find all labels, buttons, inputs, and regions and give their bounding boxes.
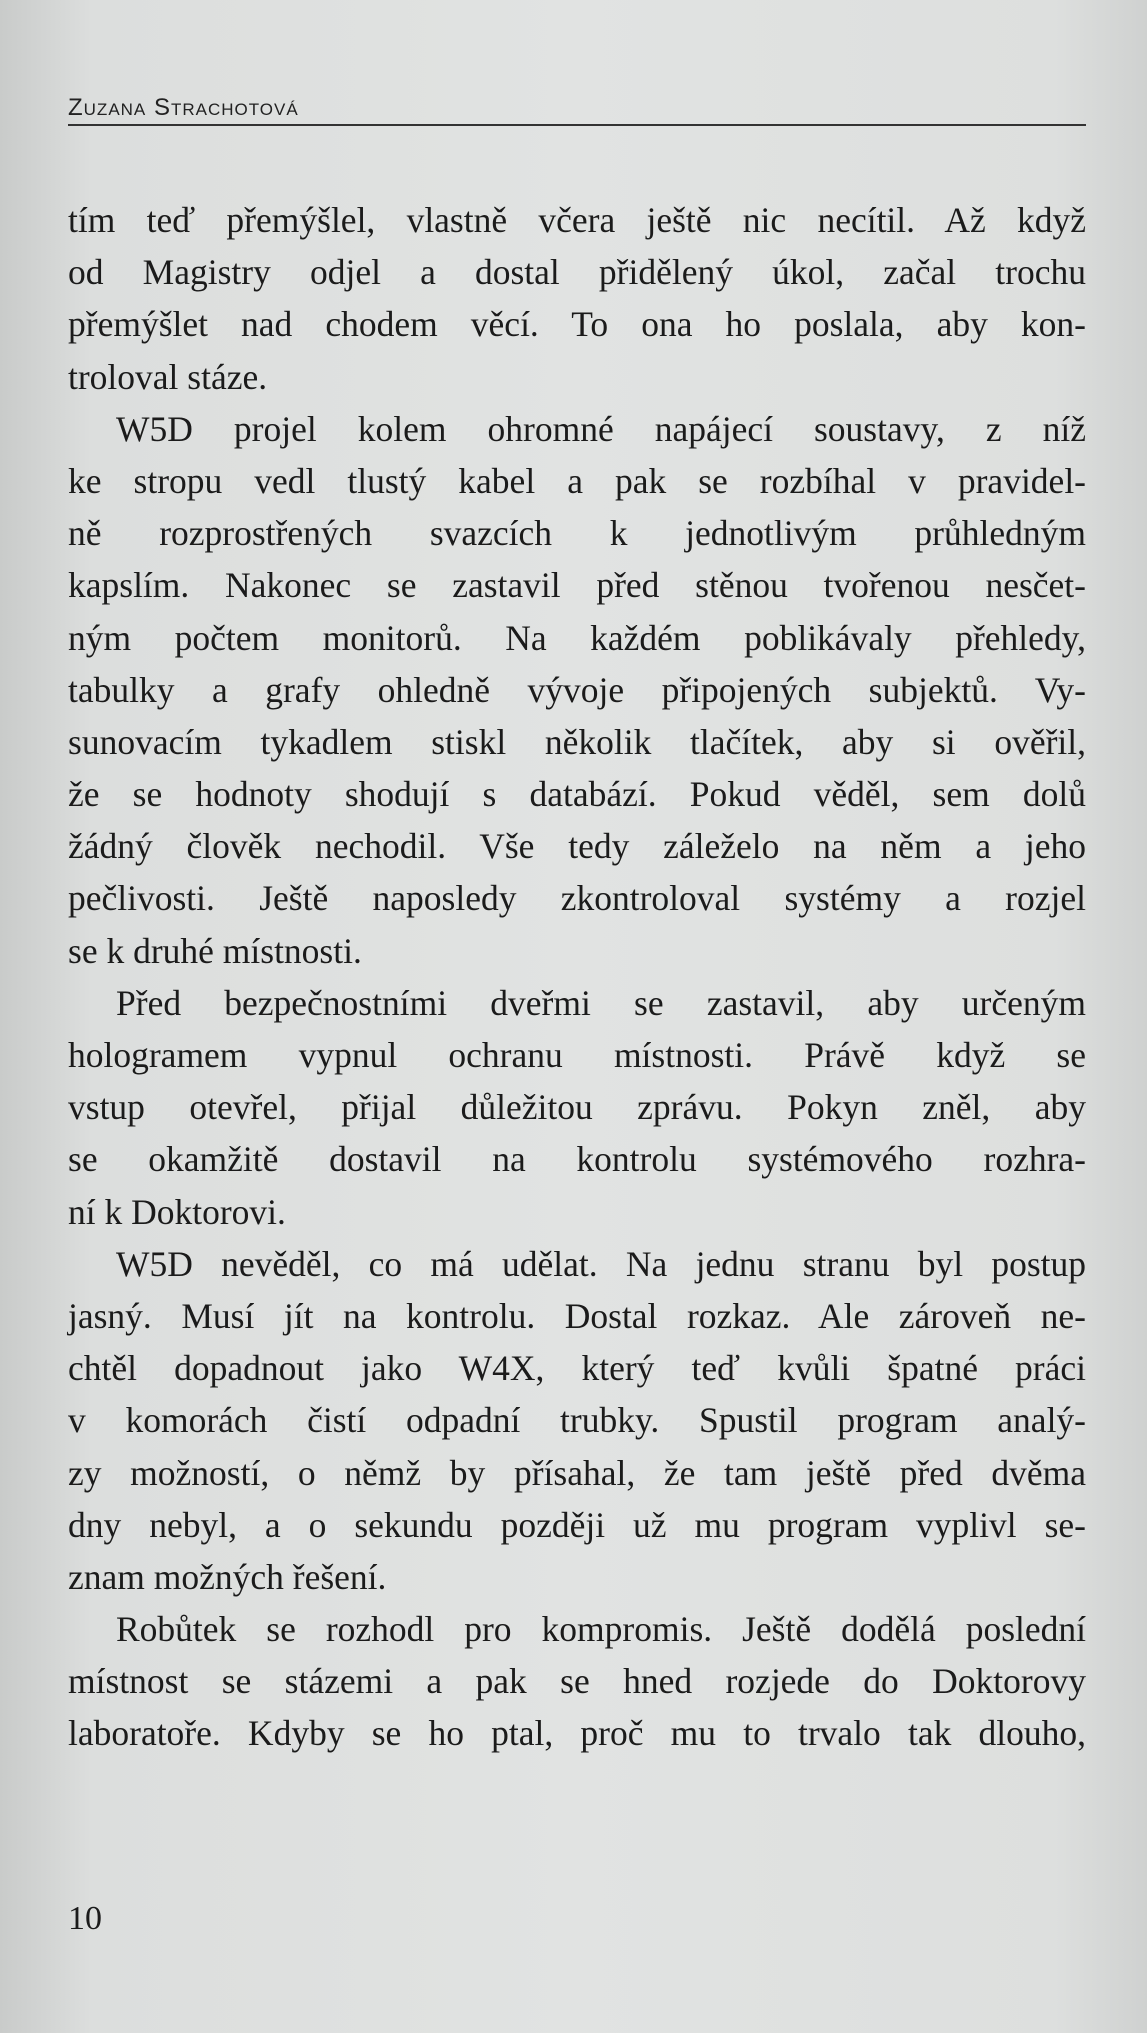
text-line: ní k Doktorovi. [68,1191,286,1232]
text-line: místnost se stázemi a pak se hned rozjede do Doktorovy [68,1661,1086,1702]
text-line: dny nebyl, a o sekundu později už mu program vyplivl se- [68,1504,1086,1545]
text-line: přemýšlet nad chodem věcí. To ona ho poslala, aby kon- [68,304,1086,345]
author-name: Zuzana Strachotová [68,94,299,121]
text-line: zy možností, o němž by přísahal, že tam ještě před dvěma [68,1452,1086,1493]
text-line: znam možných řešení. [68,1556,387,1597]
text-line: chtěl dopadnout jako W4X, který teď kvůli špatné práci [68,1348,1086,1389]
text-line: tím teď přemýšlel, vlastně včera ještě nic necítil. Až když [68,200,1086,240]
text-line: kapslím. Nakonec se zastavil před stěnou tvořenou nesčet- [68,565,1086,606]
running-head [68,94,1086,126]
text-line: ným počtem monitorů. Na každém poblikávaly přehledy, [68,617,1086,658]
text-line: tabulky a grafy ohledně vývoje připojených subjektů. Vy- [68,669,1086,710]
text-line: Robůtek se rozhodl pro kompromis. Ještě dodělá poslední [116,1609,1086,1650]
text-line: W5D projel kolem ohromné napájecí soustavy, z níž [116,408,1086,449]
text-line: se k druhé místnosti. [68,930,362,971]
text-line: troloval stáze. [68,356,268,397]
text-line: ně rozprostřených svazcích k jednotlivým průhledným [68,513,1086,554]
text-line: žádný člověk nechodil. Vše tedy záleželo na něm a jeho [68,826,1086,867]
text-line: sunovacím tykadlem stiskl několik tlačítek, aby si ověřil, [68,721,1086,762]
body-text [68,194,1086,1760]
text-line: W5D nevěděl, co má udělat. Na jednu stranu byl postup [116,1243,1086,1284]
page-number: 10 [68,1900,102,1937]
text-line: vstup otevřel, přijal důležitou zprávu. Pokyn zněl, aby [68,1087,1086,1128]
text-line: laboratoře. Kdyby se ho ptal, proč mu to trvalo tak dlouho, [68,1713,1086,1754]
text-line: jasný. Musí jít na kontrolu. Dostal rozkaz. Ale zároveň ne- [68,1295,1086,1336]
text-line: Před bezpečnostními dveřmi se zastavil, aby určeným [116,982,1086,1023]
text-line: že se hodnoty shodují s databází. Pokud věděl, sem dolů [68,774,1086,815]
text-line: ke stropu vedl tlustý kabel a pak se rozbíhal v pravidel- [68,460,1086,501]
text-line: v komorách čistí odpadní trubky. Spustil program analý- [68,1400,1086,1441]
text-line: se okamžitě dostavil na kontrolu systémového rozhra- [68,1139,1086,1180]
text-line: hologramem vypnul ochranu místnosti. Právě když se [68,1035,1086,1075]
text-line: od Magistry odjel a dostal přidělený úkol, začal trochu [68,252,1086,293]
text-line: pečlivosti. Ještě naposledy zkontroloval systémy a rozjel [68,878,1086,919]
